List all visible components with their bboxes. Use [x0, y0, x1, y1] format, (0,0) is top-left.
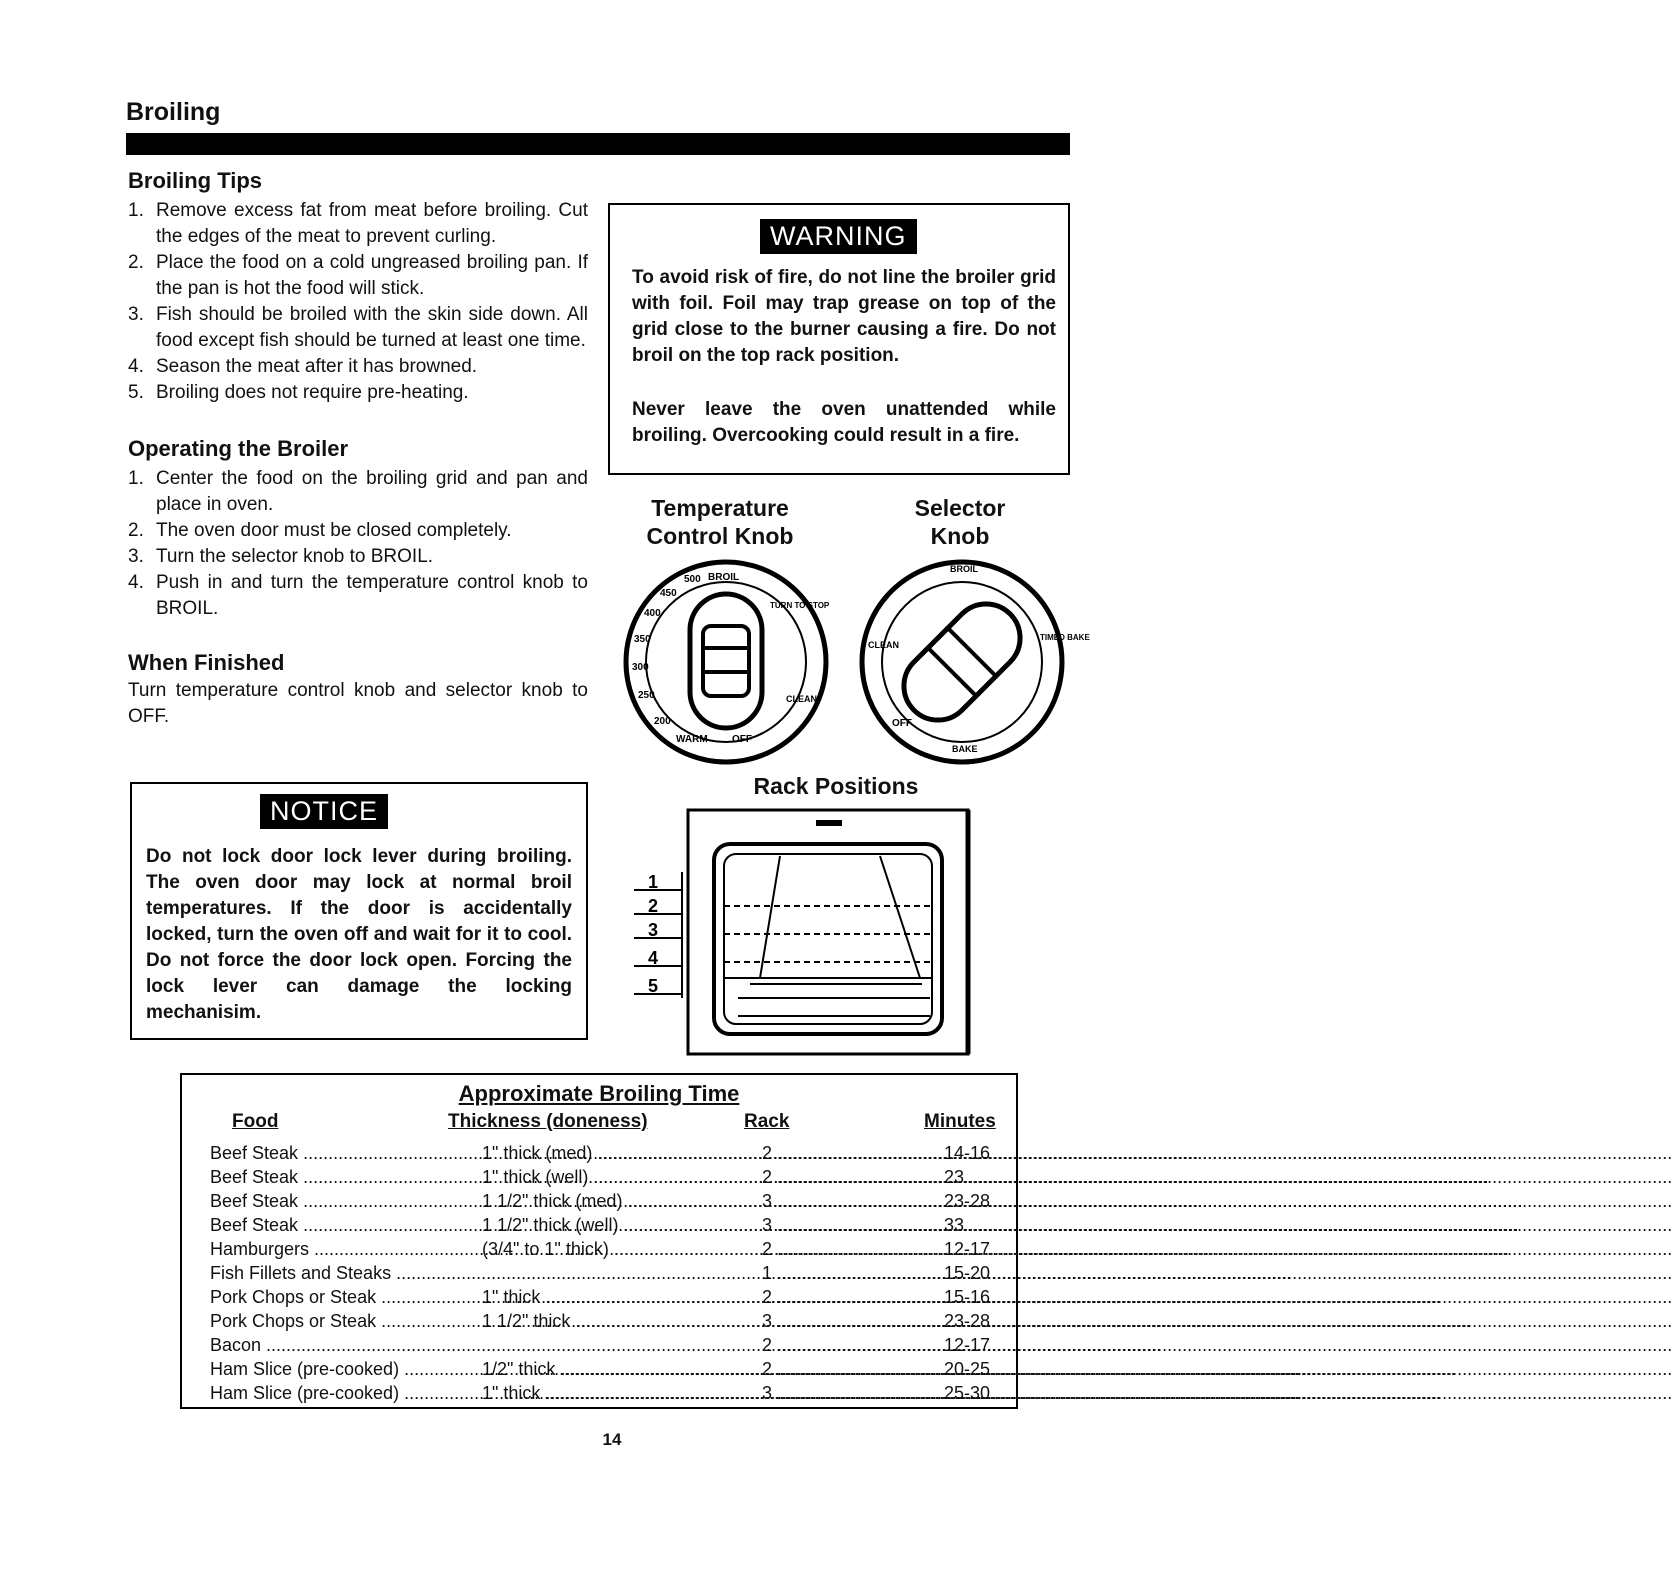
cell-minutes: 12-17 — [944, 1239, 991, 1259]
cell-food: Bacon ..... — [210, 1333, 762, 1357]
broiling-tips-list — [128, 198, 588, 406]
rack-positions-heading: Rack Positions — [753, 773, 919, 799]
knob-mark: BROIL — [950, 564, 978, 574]
header-rack: Rack — [744, 1111, 790, 1132]
item-text: Broiling does not require pre-heating. — [156, 382, 469, 403]
cell-rack: 2 ..... — [762, 1141, 944, 1165]
cell-rack: 2 ..... — [762, 1285, 944, 1309]
table-title: Approximate Broiling Time — [458, 1081, 740, 1106]
temperature-knob-caption — [620, 494, 820, 550]
item-number: 2. — [128, 520, 144, 541]
cell-food: Beef Steak ..... — [210, 1213, 482, 1237]
cell-food: Beef Steak ..... — [210, 1165, 482, 1189]
cell-minutes: 15-16 — [944, 1287, 991, 1307]
table-row — [210, 1381, 994, 1405]
knob-mark: 450 — [660, 588, 677, 599]
cell-thickness: 1" thick ..... — [482, 1285, 762, 1309]
cell-minutes: 23-28 — [944, 1311, 991, 1331]
knob-mark: WARM — [676, 734, 708, 745]
item-text: Center the food on the broiling grid and pan and place in oven. — [156, 468, 588, 515]
table-row — [210, 1165, 994, 1189]
cell-rack: 2 ..... — [762, 1357, 944, 1381]
rack-label: 1 — [648, 872, 659, 892]
header-food: Food — [232, 1111, 279, 1132]
oven-rack-diagram-icon — [630, 808, 980, 1058]
cell-food: Pork Chops or Steak ..... — [210, 1285, 482, 1309]
table-row — [210, 1357, 994, 1381]
broiling-tips-heading: Broiling Tips — [128, 168, 263, 193]
warning-label: WARNING — [760, 219, 917, 254]
caption-line: Knob — [930, 523, 990, 549]
operating-list — [128, 466, 588, 622]
list-item — [128, 380, 588, 406]
list-item — [128, 466, 588, 518]
cell-rack: 3 ..... — [762, 1309, 944, 1333]
operating-heading: Operating the Broiler — [128, 436, 349, 461]
title-rule — [126, 133, 1070, 155]
table-row — [210, 1285, 994, 1309]
item-text: The oven door must be closed completely. — [156, 520, 512, 541]
list-item — [128, 354, 588, 380]
cell-thickness: 1" thick (well) ..... — [482, 1165, 762, 1189]
rack-label: 3 — [648, 920, 659, 940]
cell-minutes: 15-20 — [944, 1263, 991, 1283]
cell-food: Pork Chops or Steak ..... — [210, 1309, 482, 1333]
cell-thickness: 1" thick (med) ..... — [482, 1141, 762, 1165]
knob-mark: 400 — [644, 608, 661, 619]
table-row — [210, 1261, 994, 1285]
cell-rack: 2 ..... — [762, 1333, 944, 1357]
rack-label: 5 — [648, 976, 659, 996]
knob-mark: OFF — [732, 734, 752, 745]
item-number: 1. — [128, 468, 144, 489]
cell-rack: 3 ..... — [762, 1213, 944, 1237]
when-finished-text: Turn temperature control knob and selector knob to OFF. — [128, 680, 588, 727]
rack-label: 2 — [648, 896, 659, 916]
item-number: 3. — [128, 304, 144, 325]
knob-mark: BROIL — [708, 572, 740, 583]
cell-thickness: 1 1/2" thick (med) ..... — [482, 1189, 762, 1213]
warning-box — [608, 203, 1070, 475]
left-column — [128, 168, 588, 730]
cell-rack: 3 ..... — [762, 1189, 944, 1213]
item-text: Fish should be broiled with the skin side down. All food except fish should be turned at least one time. — [156, 304, 588, 351]
item-number: 4. — [128, 356, 144, 377]
list-item — [128, 302, 588, 354]
knob-mark: CLEAN — [786, 694, 817, 704]
header-thickness: Thickness (doneness) — [448, 1111, 648, 1132]
cell-food: Beef Steak ..... — [210, 1189, 482, 1213]
cell-minutes: 25-30 — [944, 1383, 991, 1403]
header-minutes: Minutes — [924, 1111, 996, 1132]
notice-text: Do not lock door lock lever during broiling. The oven door may lock at normal broil temperatures. If the door is accidentally locked, turn the oven off and wait for it to cool. Do not force the door lock open. Forcing the lock lever can damage the locking mechanisim. — [146, 846, 572, 1023]
page-number: 14 — [602, 1430, 622, 1449]
table-row — [210, 1213, 994, 1237]
table-row — [210, 1189, 994, 1213]
cell-rack: 3 ..... — [762, 1381, 944, 1405]
list-item — [128, 544, 588, 570]
temperature-control-knob-icon — [620, 556, 832, 768]
cell-thickness: 1" thick ..... — [482, 1381, 762, 1405]
warning-text-1: To avoid risk of fire, do not line the broiler grid with foil. Foil may trap grease on top of the grid close to the burner causing a fire. Do not broil on the top rack position. — [632, 267, 1056, 366]
rack-label: 4 — [648, 948, 659, 968]
caption-line: Selector — [914, 495, 1006, 521]
cell-minutes: 33 — [944, 1215, 965, 1235]
item-text: Push in and turn the temperature control knob to BROIL. — [156, 572, 588, 619]
cell-rack: 1 ..... — [762, 1261, 944, 1285]
caption-line: Temperature — [651, 495, 789, 521]
selector-knob-caption — [880, 494, 1040, 550]
list-item — [128, 250, 588, 302]
cell-minutes: 23 — [944, 1167, 965, 1187]
notice-label: NOTICE — [260, 794, 388, 829]
knob-mark: BAKE — [952, 744, 978, 754]
knob-mark: 300 — [632, 662, 649, 673]
cell-food: Beef Steak ..... — [210, 1141, 482, 1165]
item-number: 4. — [128, 572, 144, 593]
item-number: 3. — [128, 546, 144, 567]
selector-knob-icon — [856, 556, 1090, 768]
table-row — [210, 1141, 994, 1165]
cell-thickness: (3/4" to 1" thick) ..... — [482, 1237, 762, 1261]
cell-food: Hamburgers ..... — [210, 1237, 482, 1261]
cell-rack: 2 ..... — [762, 1165, 944, 1189]
cell-food: Fish Fillets and Steaks ..... — [210, 1261, 762, 1285]
knob-mark: TIMED BAKE — [1040, 633, 1090, 642]
list-item — [128, 518, 588, 544]
cell-minutes: 12-17 — [944, 1335, 991, 1355]
item-number: 2. — [128, 252, 144, 273]
cell-minutes: 23-28 — [944, 1191, 991, 1211]
list-item — [128, 198, 588, 250]
item-text: Remove excess fat from meat before broiling. Cut the edges of the meat to prevent curling. — [156, 200, 588, 247]
cell-rack: 2 ..... — [762, 1237, 944, 1261]
cell-food: Ham Slice (pre-cooked) ..... — [210, 1381, 482, 1405]
knob-mark: 250 — [638, 690, 655, 701]
cell-food: Ham Slice (pre-cooked) ..... — [210, 1357, 482, 1381]
cell-thickness: 1 1/2" thick (well) ..... — [482, 1213, 762, 1237]
knob-mark: 500 — [684, 574, 701, 585]
warning-text-2: Never leave the oven unattended while broiling. Overcooking could result in a fire. — [632, 399, 1056, 446]
item-number: 1. — [128, 200, 144, 221]
cell-minutes: 20-25 — [944, 1359, 991, 1379]
broiling-time-table — [180, 1073, 1018, 1409]
cell-thickness: 1/2" thick ..... — [482, 1357, 762, 1381]
cell-minutes: 14-16 — [944, 1143, 991, 1163]
notice-box — [130, 782, 588, 1040]
item-text: Turn the selector knob to BROIL. — [156, 546, 434, 567]
item-number: 5. — [128, 382, 144, 403]
knob-mark: OFF — [892, 718, 912, 729]
cell-thickness: 1 1/2" thick ..... — [482, 1309, 762, 1333]
knob-mark: 200 — [654, 716, 671, 727]
table-row — [210, 1309, 994, 1333]
table-row — [210, 1333, 994, 1357]
knob-mark: CLEAN — [868, 640, 899, 650]
knob-mark: TURN TO STOP — [770, 601, 830, 610]
caption-line: Control Knob — [646, 523, 794, 549]
knob-mark: 350 — [634, 634, 651, 645]
page-title: Broiling — [126, 98, 221, 126]
when-finished-heading: When Finished — [128, 650, 285, 675]
item-text: Season the meat after it has browned. — [156, 356, 478, 377]
list-item — [128, 570, 588, 622]
item-text: Place the food on a cold ungreased broiling pan. If the pan is hot the food will stick. — [156, 252, 588, 299]
table-row — [210, 1237, 994, 1261]
